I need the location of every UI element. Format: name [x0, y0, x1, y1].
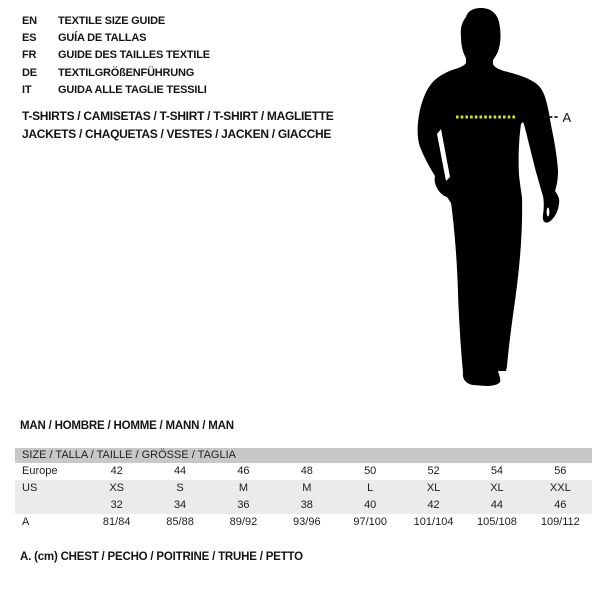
row-label	[15, 497, 85, 514]
language-list	[22, 12, 210, 98]
cell: 32	[85, 497, 148, 514]
cell: 93/96	[293, 516, 321, 528]
table-row-chest-a	[15, 514, 592, 531]
cell: 36	[212, 497, 275, 514]
cell: S	[148, 480, 211, 497]
measure-label-a: A	[562, 110, 572, 125]
cell: 44	[173, 465, 187, 477]
cell: 48	[300, 465, 313, 477]
cell: 97/100	[353, 516, 388, 528]
table-row-us	[15, 480, 592, 497]
cell: 42	[402, 497, 465, 514]
language-row-fr	[22, 47, 210, 64]
language-label: GUIDE DES TAILLES TEXTILE	[58, 49, 210, 62]
garment-categories	[22, 108, 334, 143]
size-table-header-row	[15, 448, 592, 463]
cell: 81/84	[102, 516, 131, 528]
cell: XXL	[529, 480, 592, 497]
measurement-footnote: A. (cm) CHEST / PECHO / POITRINE / TRUHE / PETTO	[20, 551, 303, 563]
cell: 101/104	[413, 516, 454, 528]
row-label: A	[22, 516, 30, 528]
cell: 105/108	[477, 516, 517, 528]
cell: 85/88	[166, 516, 194, 528]
cell: L	[339, 480, 402, 497]
male-silhouette-figure	[405, 5, 575, 390]
cell: 52	[427, 465, 440, 477]
language-row-de	[22, 64, 210, 81]
language-label: GUÍA DE TALLAS	[58, 31, 147, 44]
cell: 109/112	[540, 516, 580, 528]
language-row-en	[22, 12, 210, 29]
table-row-europe	[15, 463, 592, 480]
cell: 34	[148, 497, 211, 514]
category-jackets: JACKETS / CHAQUETAS / VESTES / JACKEN / GIACCHE	[22, 126, 332, 141]
language-label: TEXTILGRÖßENFÜHRUNG	[58, 66, 195, 79]
cell: M	[275, 480, 338, 497]
language-code: ES	[22, 31, 37, 44]
cell: 54	[490, 465, 504, 477]
cell: 46	[237, 465, 250, 477]
cell: 44	[465, 497, 528, 514]
cell: 46	[529, 497, 592, 514]
cell: XS	[85, 480, 148, 497]
man-silhouette	[418, 8, 560, 386]
cell: 40	[339, 497, 402, 514]
cell: 50	[364, 465, 377, 477]
language-label: TEXTILE SIZE GUIDE	[58, 14, 166, 27]
language-code: EN	[22, 14, 37, 27]
cell: 38	[275, 497, 338, 514]
size-table-header: SIZE / TALLA / TAILLE / GRÖSSE / TAGLIA	[15, 448, 592, 463]
row-label: Europe	[22, 465, 58, 477]
cell: 89/92	[229, 516, 258, 528]
language-label: GUIDA ALLE TAGLIE TESSILI	[58, 83, 207, 96]
cell: XL	[465, 480, 528, 497]
cell: 56	[554, 465, 567, 477]
category-tshirts: T-SHIRTS / CAMISETAS / T-SHIRT / T-SHIRT / MAGLIETTE	[22, 109, 334, 123]
cell: 42	[110, 465, 123, 477]
language-row-es	[22, 29, 210, 46]
language-code: IT	[22, 83, 32, 96]
row-label: US	[15, 480, 85, 497]
language-code: FR	[22, 49, 37, 62]
table-row-us-numeric	[15, 497, 592, 514]
silhouette-svg	[405, 5, 575, 390]
cell: M	[212, 480, 275, 497]
size-table	[15, 448, 592, 531]
section-title-man: MAN / HOMBRE / HOMME / MANN / MAN	[20, 420, 234, 432]
language-row-it	[22, 81, 210, 98]
language-code: DE	[22, 66, 37, 79]
cell: XL	[402, 480, 465, 497]
thumb-gap	[547, 208, 550, 217]
